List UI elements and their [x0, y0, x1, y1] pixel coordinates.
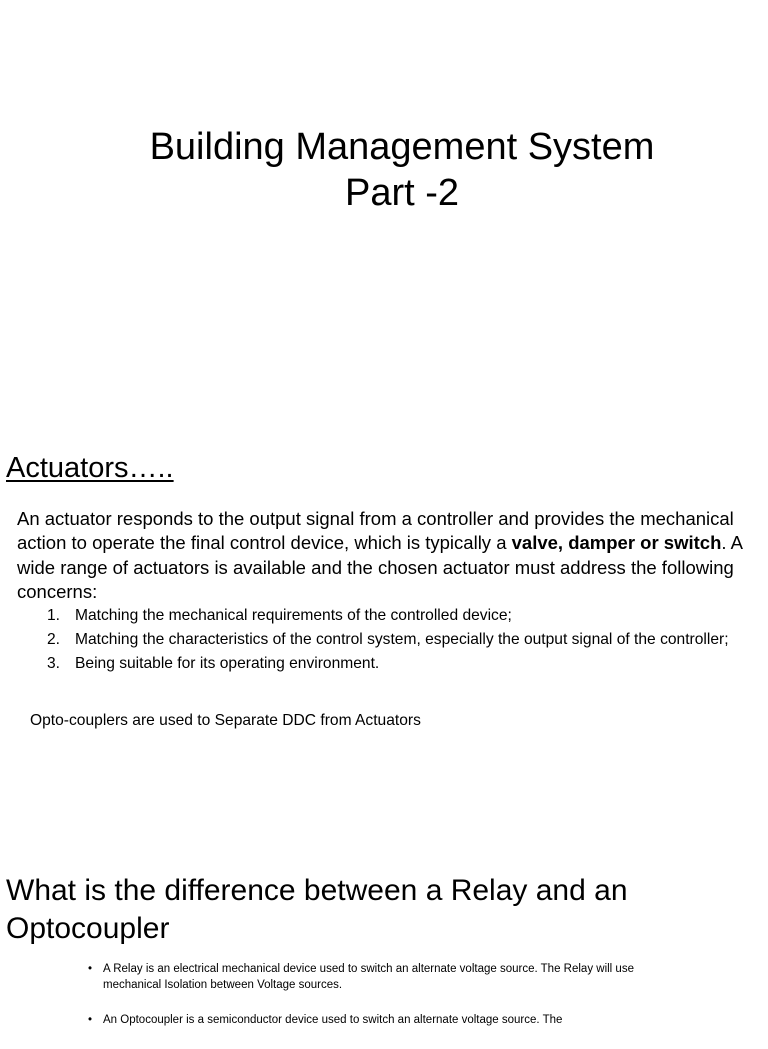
title-slide	[0, 0, 768, 440]
relay-comparison-slide	[0, 840, 768, 1024]
list-item-text: Matching the mechanical requirements of the controlled device;	[75, 607, 512, 624]
paragraph-text: . A wide range of actuators is available and the chosen actuator must address the following concerns:	[17, 532, 742, 603]
list-item	[88, 962, 688, 993]
list-item-text: Being suitable for its operating environment.	[75, 655, 380, 672]
presentation-title: Building Management System	[149, 126, 655, 168]
actuators-heading: Actuators…..	[6, 452, 174, 484]
optocoupler-note: Opto-couplers are used to Separate DDC from Actuators	[30, 712, 421, 729]
list-item	[47, 629, 757, 650]
relay-heading: What is the difference between a Relay and an Optocoupler	[6, 874, 628, 945]
concerns-list	[47, 605, 757, 677]
list-item-text: An Optocoupler is a semiconductor device used to switch an alternate voltage source. The	[103, 1014, 563, 1026]
list-number: 1.	[47, 607, 61, 624]
list-item	[47, 653, 757, 674]
actuators-paragraph	[17, 507, 757, 605]
relay-bullet-list	[88, 962, 688, 1049]
list-item	[88, 1013, 688, 1029]
list-item-text: A Relay is an electrical mechanical device used to switch an alternate voltage source. The Relay will use mechanical Isolation between Voltage sources.	[103, 963, 634, 991]
bullet-icon: •	[88, 963, 93, 975]
paragraph-bold-text: valve, damper or switch	[511, 532, 722, 554]
list-number: 2.	[47, 631, 61, 648]
paragraph-text: An actuator responds to the output signal from a controller and provides the mechanical action to operate the final control device, which is typically a	[17, 508, 734, 554]
actuators-slide	[0, 440, 768, 840]
list-number: 3.	[47, 655, 61, 672]
presentation-subtitle: Part -2	[344, 172, 460, 214]
list-item	[47, 605, 757, 626]
list-item-text: Matching the characteristics of the control system, especially the output signal of the controller;	[75, 631, 729, 648]
bullet-icon: •	[88, 1014, 93, 1026]
